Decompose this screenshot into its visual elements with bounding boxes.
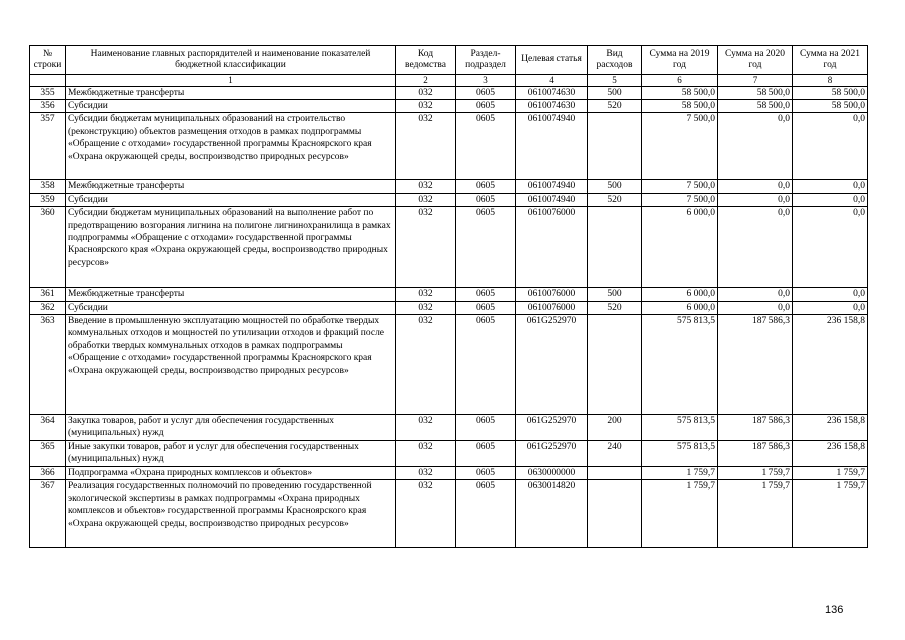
row-name: Межбюджетные трансферты [66,288,396,301]
row-sum-2021: 0,0 [793,193,868,206]
row-razdel: 0605 [456,193,516,206]
row-sum-2019: 575 813,5 [642,314,718,414]
row-celevaya: 0610074630 [516,86,588,99]
table-row [30,301,868,314]
row-vid: 200 [588,414,642,440]
row-vid [588,480,642,548]
col-number: 6 [642,75,718,87]
table-row [30,466,868,479]
col-number: 2 [396,75,456,87]
row-name: Межбюджетные трансферты [66,180,396,193]
table-row [30,86,868,99]
row-sum-2020: 58 500,0 [718,99,793,112]
row-sum-2020: 187 586,3 [718,440,793,466]
row-sum-2019: 58 500,0 [642,99,718,112]
row-vid: 500 [588,180,642,193]
row-razdel: 0605 [456,99,516,112]
row-sum-2019: 7 500,0 [642,113,718,180]
row-kod: 032 [396,207,456,288]
row-sum-2020: 1 759,7 [718,466,793,479]
page-number: 136 [825,604,844,616]
row-kod: 032 [396,180,456,193]
row-kod: 032 [396,288,456,301]
col-number: 4 [516,75,588,87]
col-number: 7 [718,75,793,87]
row-vid: 500 [588,288,642,301]
col-number: 8 [793,75,868,87]
row-vid: 520 [588,99,642,112]
row-sum-2021: 1 759,7 [793,466,868,479]
row-sum-2020: 0,0 [718,193,793,206]
row-sum-2021: 1 759,7 [793,480,868,548]
row-sum-2020: 0,0 [718,207,793,288]
row-sum-2019: 7 500,0 [642,180,718,193]
table-row [30,314,868,414]
row-sum-2021: 58 500,0 [793,99,868,112]
row-sum-2020: 1 759,7 [718,480,793,548]
row-sum-2021: 236 158,8 [793,414,868,440]
row-sum-2019: 575 813,5 [642,414,718,440]
row-sum-2019: 1 759,7 [642,466,718,479]
row-celevaya: 0630014820 [516,480,588,548]
row-celevaya: 0610074630 [516,99,588,112]
row-sum-2019: 6 000,0 [642,207,718,288]
row-sum-2021: 0,0 [793,113,868,180]
row-sum-2019: 7 500,0 [642,193,718,206]
row-sum-2021: 0,0 [793,180,868,193]
table-row [30,480,868,548]
row-sum-2021: 58 500,0 [793,86,868,99]
row-razdel: 0605 [456,180,516,193]
row-name: Иные закупки товаров, работ и услуг для обеспечения государственных (муниципальных) нужд [66,440,396,466]
row-razdel: 0605 [456,480,516,548]
row-sum-2021: 236 158,8 [793,314,868,414]
row-name: Закупка товаров, работ и услуг для обеспечения государственных (муниципальных) нужд [66,414,396,440]
table-row [30,207,868,288]
col-header-sum2021: Сумма на 2021 год [793,46,868,75]
col-header-kod: Код ведомства [396,46,456,75]
row-sum-2020: 0,0 [718,180,793,193]
row-number: 358 [30,180,66,193]
table-row [30,440,868,466]
row-celevaya: 061G252970 [516,314,588,414]
row-sum-2020: 187 586,3 [718,414,793,440]
row-kod: 032 [396,466,456,479]
row-vid [588,113,642,180]
table-row [30,288,868,301]
table-row [30,193,868,206]
row-number: 367 [30,480,66,548]
row-razdel: 0605 [456,86,516,99]
row-razdel: 0605 [456,440,516,466]
row-vid: 520 [588,193,642,206]
col-header-vid: Вид расходов [588,46,642,75]
row-sum-2021: 236 158,8 [793,440,868,466]
row-number: 366 [30,466,66,479]
row-celevaya: 0610074940 [516,193,588,206]
col-header-sum2020: Сумма на 2020 год [718,46,793,75]
row-celevaya: 0610074940 [516,113,588,180]
row-kod: 032 [396,414,456,440]
row-sum-2021: 0,0 [793,207,868,288]
row-sum-2021: 0,0 [793,288,868,301]
col-header-name: Наименование главных распорядителей и наименование показателей бюджетной классификации [66,46,396,75]
row-razdel: 0605 [456,288,516,301]
row-vid [588,207,642,288]
col-number [30,75,66,87]
row-name: Подпрограмма «Охрана природных комплексов и объектов» [66,466,396,479]
row-razdel: 0605 [456,314,516,414]
col-header-sum2019: Сумма на 2019 год [642,46,718,75]
col-header-celevaya: Целевая статья [516,46,588,75]
row-vid [588,466,642,479]
row-vid: 500 [588,86,642,99]
budget-table [29,45,868,548]
row-name: Субсидии бюджетам муниципальных образований на выполнение работ по предотвращению возгорания лигнина на полигоне лигнинохранилища в рамках подпрограммы «Обращение с отходами» государственной программы Красноярского края «Охрана окружающей среды, воспроизводство природных ресурсов» [66,207,396,288]
row-number: 360 [30,207,66,288]
row-sum-2019: 58 500,0 [642,86,718,99]
row-sum-2020: 0,0 [718,288,793,301]
row-name: Межбюджетные трансферты [66,86,396,99]
row-celevaya: 0610076000 [516,301,588,314]
row-sum-2019: 1 759,7 [642,480,718,548]
col-header-no: № строки [30,46,66,75]
col-number: 3 [456,75,516,87]
row-number: 364 [30,414,66,440]
row-name: Субсидии бюджетам муниципальных образований на строительство (реконструкцию) объектов размещения отходов в рамках подпрограммы «Обращение с отходами» государственной программы Красноярского края «Охрана окружающей среды, воспроизводство природных ресурсов» [66,113,396,180]
row-number: 361 [30,288,66,301]
row-kod: 032 [396,99,456,112]
row-kod: 032 [396,193,456,206]
table-row [30,414,868,440]
row-number: 356 [30,99,66,112]
row-number: 362 [30,301,66,314]
header-row [30,46,868,75]
column-number-row [30,75,868,87]
row-vid: 240 [588,440,642,466]
row-sum-2020: 58 500,0 [718,86,793,99]
row-number: 359 [30,193,66,206]
col-number: 5 [588,75,642,87]
row-name: Субсидии [66,193,396,206]
row-name: Введение в промышленную эксплуатацию мощностей по обработке твердых коммунальных отходов и мощностей по утилизации отходов и фракций после обработки твердых коммунальных отходов в рамках подпрограммы «Обращение с отходами» государственной программы Красноярского края «Охрана окружающей среды, воспроизводство природных ресурсов» [66,314,396,414]
row-vid [588,314,642,414]
row-celevaya: 061G252970 [516,440,588,466]
col-header-razdel: Раздел-подраздел [456,46,516,75]
row-sum-2020: 187 586,3 [718,314,793,414]
col-number: 1 [66,75,396,87]
table-row [30,180,868,193]
row-kod: 032 [396,113,456,180]
row-vid: 520 [588,301,642,314]
row-sum-2020: 0,0 [718,113,793,180]
row-number: 355 [30,86,66,99]
row-sum-2020: 0,0 [718,301,793,314]
row-name: Субсидии [66,301,396,314]
row-celevaya: 0610076000 [516,288,588,301]
row-name: Реализация государственных полномочий по проведению государственной экологической экспертизы в рамках подпрограммы «Охрана природных комплексов и объектов» государственной программы Красноярского края «Охрана окружающей среды, воспроизводство природных ресурсов» [66,480,396,548]
row-sum-2021: 0,0 [793,301,868,314]
row-kod: 032 [396,440,456,466]
row-razdel: 0605 [456,414,516,440]
row-celevaya: 0610074940 [516,180,588,193]
row-number: 363 [30,314,66,414]
row-sum-2019: 6 000,0 [642,288,718,301]
row-sum-2019: 6 000,0 [642,301,718,314]
row-razdel: 0605 [456,301,516,314]
row-number: 357 [30,113,66,180]
table-row [30,99,868,112]
table-row [30,113,868,180]
row-sum-2019: 575 813,5 [642,440,718,466]
row-name: Субсидии [66,99,396,112]
row-celevaya: 0610076000 [516,207,588,288]
row-celevaya: 0630000000 [516,466,588,479]
row-number: 365 [30,440,66,466]
row-razdel: 0605 [456,113,516,180]
row-kod: 032 [396,86,456,99]
row-celevaya: 061G252970 [516,414,588,440]
row-razdel: 0605 [456,466,516,479]
row-kod: 032 [396,301,456,314]
row-razdel: 0605 [456,207,516,288]
row-kod: 032 [396,314,456,414]
row-kod: 032 [396,480,456,548]
